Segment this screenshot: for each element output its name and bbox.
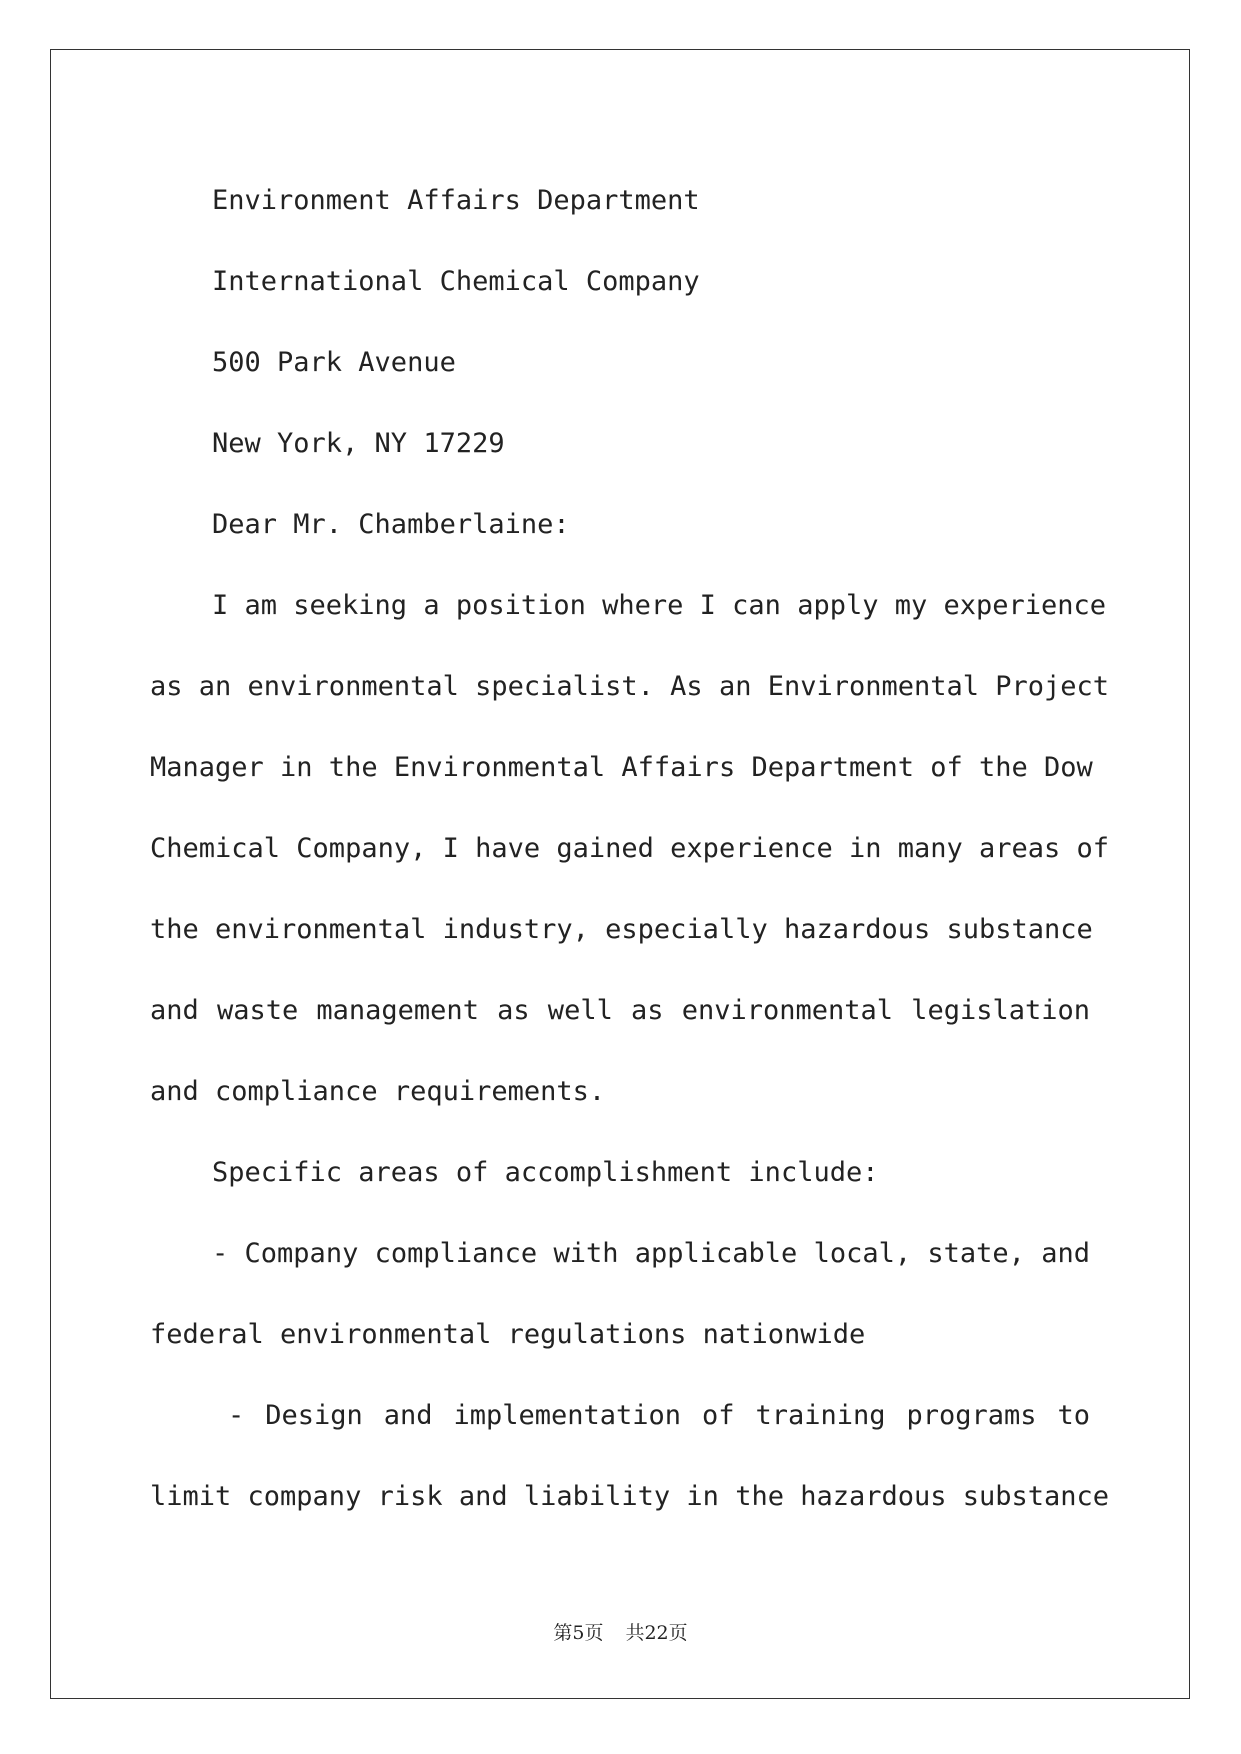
bullet2-line-2: limit company risk and liability in the hazardous substance [150,1481,1110,1512]
paragraph1-line-6: and waste management as well as environmental legislation [150,995,1090,1026]
paragraph1-line-2: as an environmental specialist. As an Environmental Project [150,671,1110,702]
paragraph1-line-1: I am seeking a position where I can apply my experience [212,590,1107,621]
paragraph1-line-4: Chemical Company, I have gained experience in many areas of [150,833,1110,864]
address-city: New York, NY 17229 [212,428,505,459]
address-department: Environment Affairs Department [212,185,700,216]
letter-body [150,160,1110,1537]
paragraph1-line-5: the environmental industry, especially hazardous substance [150,914,1093,945]
paragraph1-line-3: Manager in the Environmental Affairs Department of the Dow [150,752,1093,783]
page-footer [0,1618,1241,1645]
salutation: Dear Mr. Chamberlaine: [212,509,570,540]
address-company: International Chemical Company [212,266,700,297]
page-total-label: 共22页 [625,1622,688,1644]
paragraph1-line-7: and compliance requirements. [150,1076,606,1107]
address-street: 500 Park Avenue [212,347,456,378]
bullet1-line-1: - Company compliance with applicable local, state, and [212,1238,1090,1269]
bullet1-line-2: federal environmental regulations nationwide [150,1319,866,1350]
accomplishments-intro: Specific areas of accomplishment include: [212,1157,879,1188]
bullet2-line-1: - Design and implementation of training programs to [228,1400,1090,1431]
page-number-label: 第5页 [553,1622,604,1644]
